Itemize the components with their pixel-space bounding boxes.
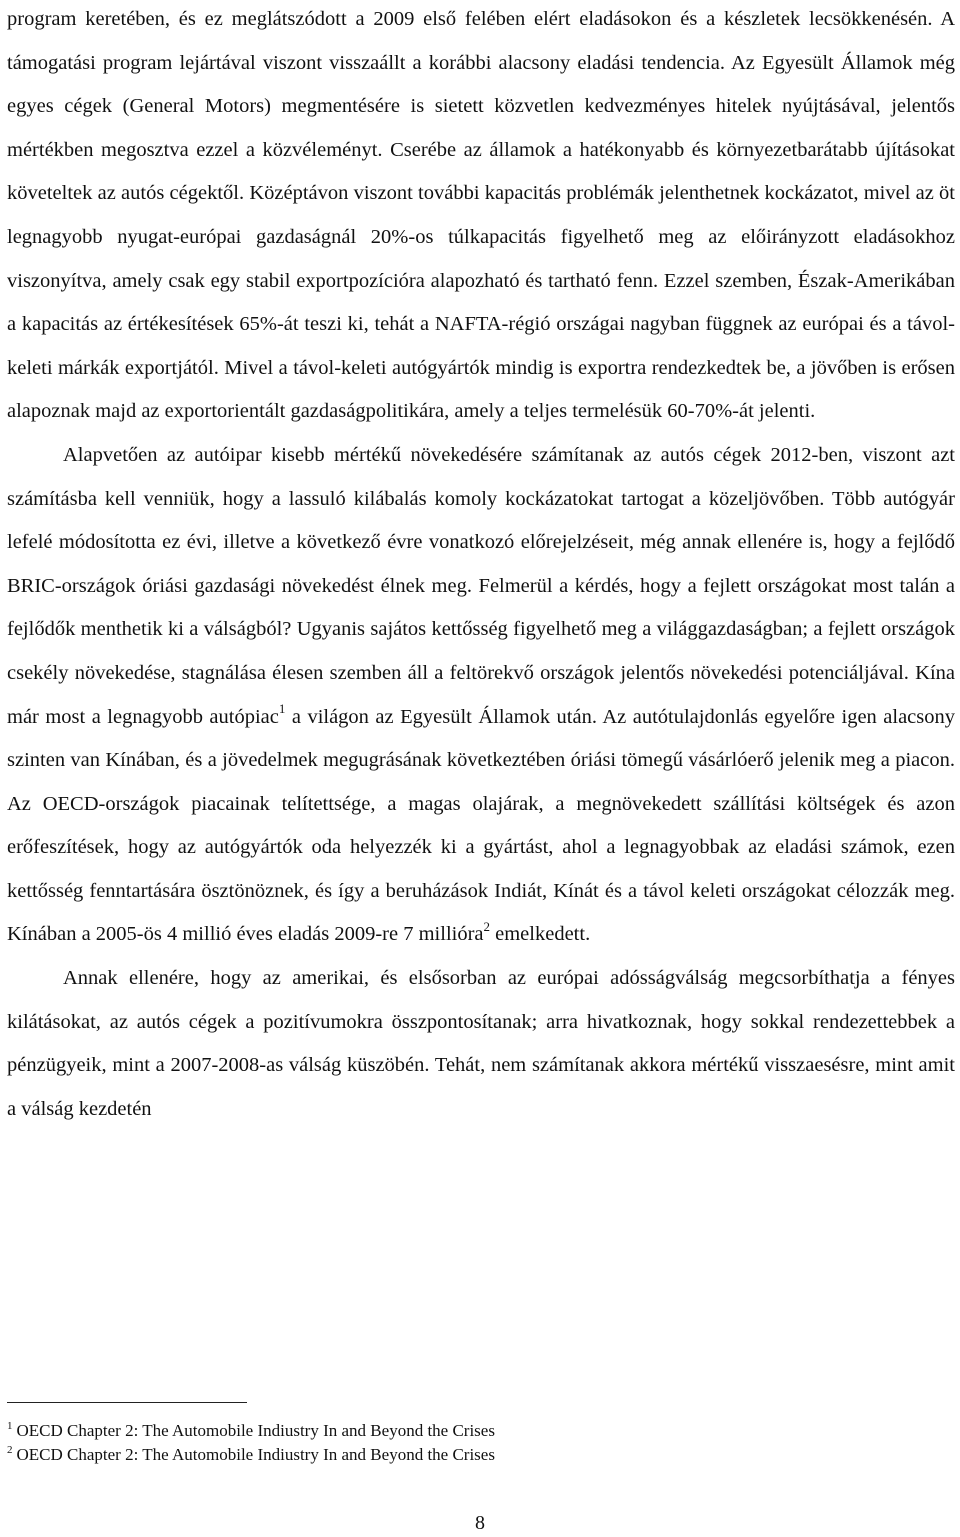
- footnote-reference[interactable]: 2: [483, 918, 491, 934]
- paragraph-text: a világon az Egyesült Államok után. Az autótulajdonlás egyelőre igen alacsony szinten van Kínában, és a jövedelmek megugrásának következtében óriási tömegű vásárlóerő jelenik meg a piacon. Az OECD-országok piacainak telítettsége, a magas olajárak, a megnövekedett szállítási költségek és azon erőfeszítések, hogy az autógyártók oda helyezzék ki a gyártást, ahol a legnagyobbak az eladási számok, ezen kettősség fenntartására ösztönöznek, és így a beruházások Indiát, Kínát és a távol keleti országokat célozzák meg. Kínában a 2005-ös 4 millió éves eladás 2009-re 7 millióra: [7, 705, 956, 946]
- footnote-2: [7, 1443, 907, 1467]
- footnote-separator: [7, 1402, 247, 1403]
- footnote-1: [7, 1419, 907, 1443]
- paragraph: [7, 0, 955, 434]
- paragraph: [7, 957, 955, 1131]
- page-number: 8: [475, 1512, 485, 1534]
- paragraph-text: program keretében, és ez meglátszódott a 2009 első felében elért eladásokon és a készletek lecsökkenésén. A támogatási program lejártával viszont visszaállt a korábbi alacsony eladási tendencia. Az Egyesült Államok még egyes cégek (General Motors) megmentésére is sietett közvetlen kedvezményes hitelek nyújtásával, jelentős mértékben megosztva ezzel a közvéleményt. Cserébe az államok a hatékonyabb és környezetbarátabb újításokat követeltek az autós cégektől. Középtávon viszont további kapacitás problémák jelenthetnek kockázatot, mivel az öt legnagyobb nyugat-európai gazdaságnál 20%-os túlkapacitás figyelhető meg az előirányzott eladásokhoz viszonyítva, amely csak egy stabil exportpozícióra alapozható és tartható fenn. Ezzel szemben, Észak-Amerikában a kapacitás az értékesítések 65%-át teszi ki, tehát a NAFTA-régió országai nagyban függnek az európai és a távol-keleti márkák exportjától. Mivel a távol-keleti autógyártók mindig is exportra rendezkedtek be, a jövőben is erősen alapoznak majd az exportorientált gazdaságpolitikára, amely a teljes termelésük 60-70%-át jelenti.: [7, 8, 955, 423]
- paragraph: [7, 434, 955, 957]
- footnote-mark: 1: [7, 1420, 13, 1433]
- paragraph-text: Alapvetően az autóipar kisebb mértékű növekedésére számítanak az autós cégek 2012-ben, viszont azt számításba kell venniük, hogy a lassuló kilábalás komoly kockázatokat tartogat a közeljövőben. Több autógyár lefelé módosította ez évi, illetve a következő évre vonatkozó előrejelzéseit, még annak ellenére is, hogy a fejlődő BRIC-országok óriási gazdasági növekedést élnek meg. Felmerül a kérdés, hogy a fejlett országokat most talán a fejlődők menthetik ki a válságból? Ugyanis sajátos kettősség figyelhető meg a világgazdaságban; a fejlett országok csekély növekedése, stagnálása élesen szemben áll a feltörekvő országok jelentős növekedési potenciáljával. Kína már most a legnagyobb autópiac: [7, 443, 955, 728]
- body-text: [7, 0, 955, 1131]
- paragraph-text: Annak ellenére, hogy az amerikai, és elsősorban az európai adósságválság megcsorbíthatja a fényes kilátásokat, az autós cégek a pozitívumokra összpontosítanak; arra hivatkoznak, hogy sokkal rendezettebbek a pénzügyeik, mint a 2007-2008-as válság küszöbén. Tehát, nem számítanak akkora mértékű visszaesésre, mint amit a válság kezdetén: [7, 967, 955, 1120]
- footnote-text: OECD Chapter 2: The Automobile Indiustry In and Beyond the Crises: [16, 1421, 495, 1440]
- paragraph-text: emelkedett.: [490, 923, 591, 946]
- footnote-mark: 2: [7, 1444, 13, 1457]
- footnotes: [7, 1419, 907, 1467]
- footnote-text: OECD Chapter 2: The Automobile Indiustry In and Beyond the Crises: [16, 1445, 495, 1464]
- footnote-reference[interactable]: 1: [278, 700, 286, 716]
